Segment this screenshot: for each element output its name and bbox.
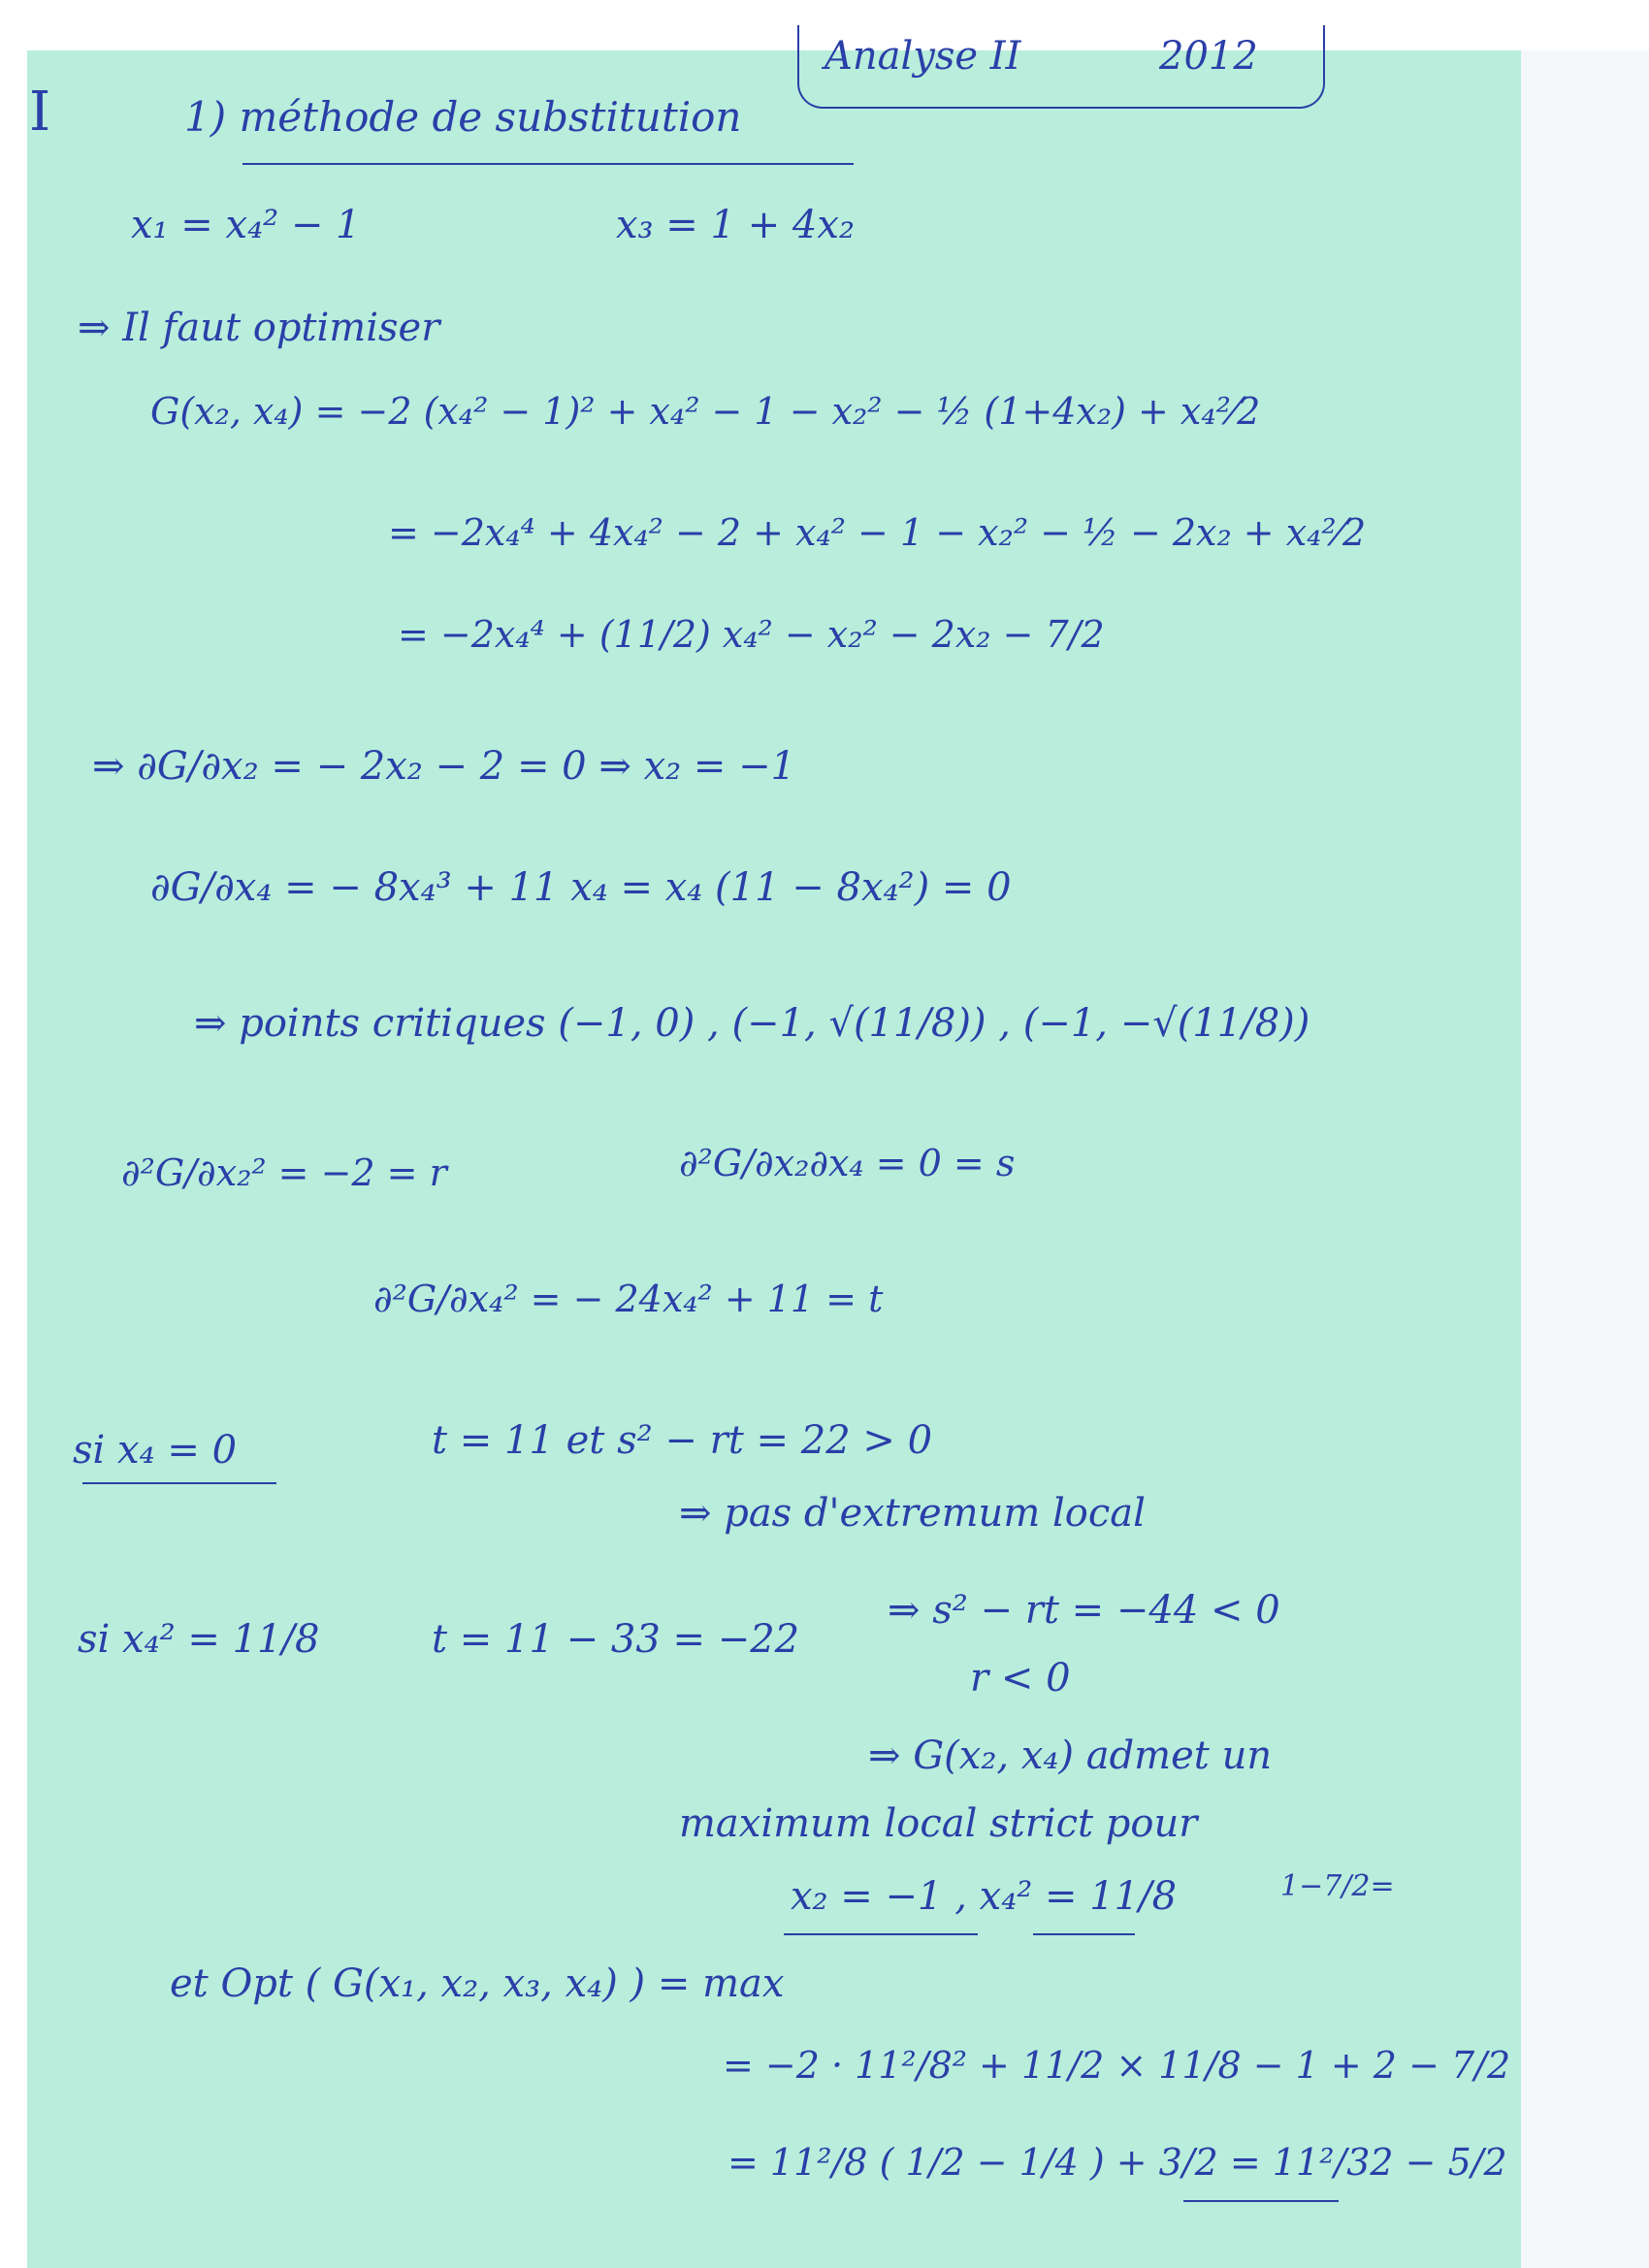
- conclusion-line3: x₂ = −1 , x₄² = 11/8: [791, 1874, 1178, 1919]
- case2-condition: si x₄² = 11/8: [78, 1617, 320, 1662]
- heading-underline: [242, 163, 854, 165]
- conclusion-line1: ⇒ G(x₂, x₄) admet un: [868, 1733, 1273, 1778]
- second-deriv-r: ∂²G/∂x₂² = −2 = r: [121, 1151, 447, 1194]
- optimum-line: et Opt ( G(x₁, x₂, x₃, x₄) ) = max: [170, 1961, 785, 2006]
- case1-condition: si x₄ = 0: [73, 1428, 238, 1473]
- side-note: 1−7/2=: [1280, 1869, 1395, 1903]
- subst-x1: x₁ = x₄² − 1: [131, 203, 361, 247]
- second-deriv-s: ∂²G/∂x₂∂x₄ = 0 = s: [679, 1142, 1016, 1184]
- G-definition: G(x₂, x₄) = −2 (x₄² − 1)² + x₄² − 1 − x₂² − ½ (1+4x₂) + x₄²⁄2: [150, 390, 1261, 433]
- subst-x3: x₃ = 1 + 4x₂: [616, 203, 855, 247]
- optimize-text: ⇒ Il faut optimiser: [78, 306, 440, 350]
- partial-x4: ∂G/∂x₄ = − 8x₄³ + 11 x₄ = x₄ (11 − 8x₄²) = 0: [150, 865, 1012, 910]
- section-mark: I: [29, 81, 51, 144]
- optimum-calc1: = −2 · 11²/8² + 11/2 × 11/8 − 1 + 2 − 7/2: [723, 2044, 1511, 2087]
- G-simplified: = −2x₄⁴ + (11/2) x₄² − x₂² − 2x₂ − 7/2: [398, 613, 1105, 656]
- conclusion-underline-b: [1033, 1933, 1135, 1935]
- case2-r: r < 0: [970, 1656, 1071, 1701]
- case1-conclusion: ⇒ pas d'extremum local: [679, 1491, 1146, 1536]
- second-deriv-t: ∂²G/∂x₄² = − 24x₄² + 11 = t: [373, 1278, 884, 1320]
- scan-margin: [1521, 50, 1649, 2268]
- conclusion-line2: maximum local strict pour: [679, 1801, 1198, 1846]
- case2-discriminant: ⇒ s² − rt = −44 < 0: [888, 1588, 1280, 1633]
- G-expanded: = −2x₄⁴ + 4x₄² − 2 + x₄² − 1 − x₂² − ½ − 2x₂ + x₄²⁄2: [388, 511, 1367, 554]
- case1-underline: [82, 1482, 276, 1484]
- optimum-calc2: = 11²/8 ( 1/2 − 1/4 ) + 3/2 = 11²/32 − 5/2: [728, 2141, 1507, 2184]
- header-course: Analyse II: [824, 34, 1021, 79]
- critical-points: ⇒ points critiques (−1, 0) , (−1, √(11/8)) , (−1, −√(11/8)): [194, 1001, 1310, 1046]
- final-underline: [1183, 2200, 1339, 2202]
- case1-calc: t = 11 et s² − rt = 22 > 0: [432, 1418, 933, 1463]
- heading: 1) méthode de substitution: [184, 93, 742, 141]
- case2-calc: t = 11 − 33 = −22: [432, 1617, 800, 1662]
- header-year: 2012: [1159, 34, 1258, 79]
- conclusion-underline-a: [784, 1933, 978, 1935]
- partial-x2: ⇒ ∂G/∂x₂ = − 2x₂ − 2 = 0 ⇒ x₂ = −1: [92, 744, 796, 789]
